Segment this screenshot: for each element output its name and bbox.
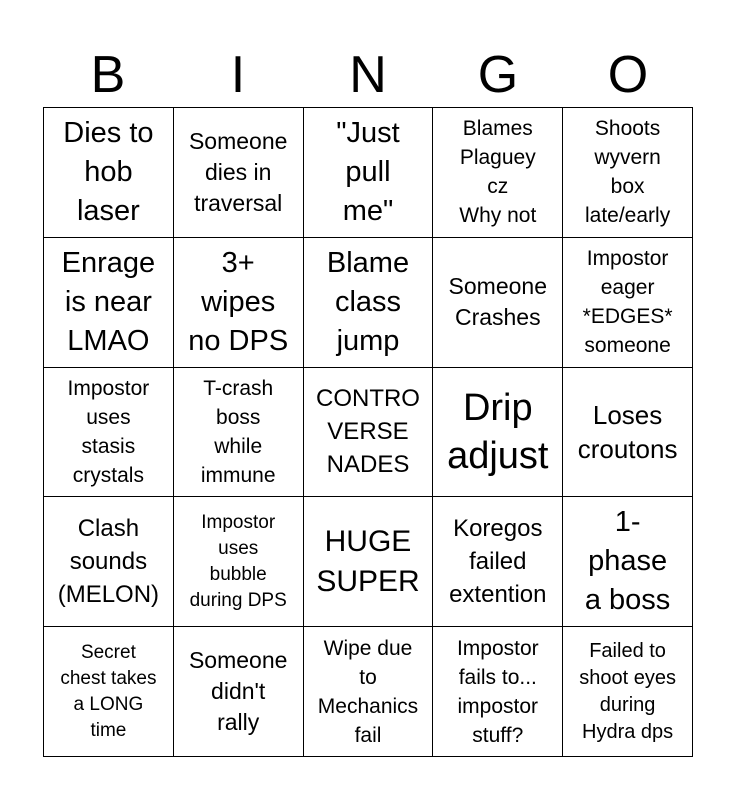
header-letter-g: G bbox=[477, 46, 519, 104]
bingo-cell-r1c4[interactable]: Blames Plaguey cz Why not bbox=[433, 108, 563, 238]
header-letter-o: O bbox=[607, 46, 649, 104]
bingo-cell-r4c1[interactable]: Clash sounds (MELON) bbox=[44, 497, 174, 627]
bingo-cell-r3c1[interactable]: Impostor uses stasis crystals bbox=[44, 368, 174, 498]
header-letter-n: N bbox=[349, 46, 387, 104]
bingo-cell-r3c3[interactable]: CONTRO VERSE NADES bbox=[304, 368, 434, 498]
header-letter-i: I bbox=[230, 46, 246, 104]
bingo-cell-r3c2[interactable]: T-crash boss while immune bbox=[174, 368, 304, 498]
bingo-cell-r4c2[interactable]: Impostor uses bubble during DPS bbox=[174, 497, 304, 627]
bingo-cell-r5c3[interactable]: Wipe due to Mechanics fail bbox=[304, 627, 434, 757]
bingo-cell-r5c1[interactable]: Secret chest takes a LONG time bbox=[44, 627, 174, 757]
bingo-cell-r4c5[interactable]: 1- phase a boss bbox=[563, 497, 693, 627]
header-letter-b: B bbox=[90, 46, 126, 104]
bingo-cell-r5c2[interactable]: Someone didn't rally bbox=[174, 627, 304, 757]
bingo-cell-r3c4[interactable]: Drip adjust bbox=[433, 368, 563, 498]
bingo-cell-r1c5[interactable]: Shoots wyvern box late/early bbox=[563, 108, 693, 238]
bingo-header bbox=[43, 44, 693, 106]
bingo-cell-r2c3[interactable]: Blame class jump bbox=[304, 238, 434, 368]
bingo-cell-r1c3[interactable]: "Just pull me" bbox=[304, 108, 434, 238]
bingo-cell-r4c3[interactable]: HUGE SUPER bbox=[304, 497, 434, 627]
bingo-grid bbox=[43, 107, 693, 757]
bingo-cell-r1c2[interactable]: Someone dies in traversal bbox=[174, 108, 304, 238]
bingo-cell-r2c1[interactable]: Enrage is near LMAO bbox=[44, 238, 174, 368]
bingo-cell-r2c2[interactable]: 3+ wipes no DPS bbox=[174, 238, 304, 368]
bingo-cell-r1c1[interactable]: Dies to hob laser bbox=[44, 108, 174, 238]
bingo-cell-r5c5[interactable]: Failed to shoot eyes during Hydra dps bbox=[563, 627, 693, 757]
bingo-cell-r3c5[interactable]: Loses croutons bbox=[563, 368, 693, 498]
bingo-cell-r5c4[interactable]: Impostor fails to... impostor stuff? bbox=[433, 627, 563, 757]
bingo-cell-r4c4[interactable]: Koregos failed extention bbox=[433, 497, 563, 627]
bingo-cell-r2c4[interactable]: Someone Crashes bbox=[433, 238, 563, 368]
bingo-cell-r2c5[interactable]: Impostor eager *EDGES* someone bbox=[563, 238, 693, 368]
